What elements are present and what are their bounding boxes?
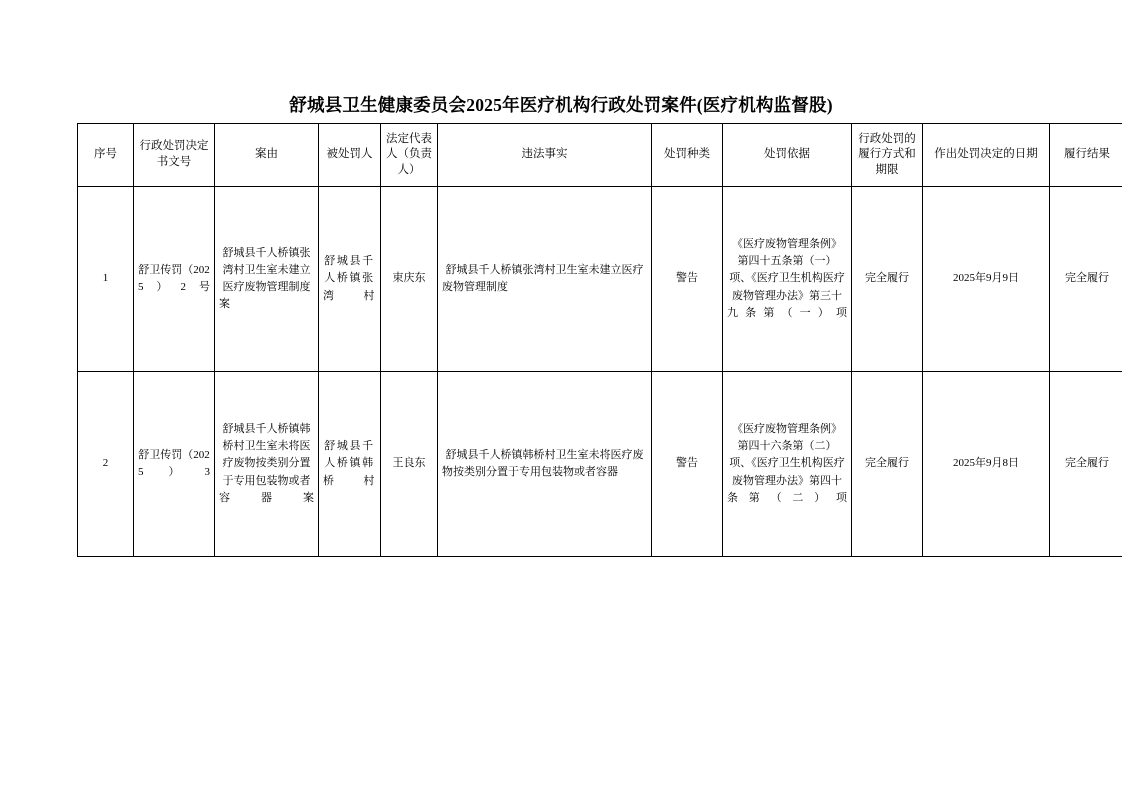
table-row: [78, 187, 1122, 372]
cell-legal-basis: 《医疗废物管理条例》第四十六条第（二）项、《医疗卫生机构医疗废物管理办法》第四十条第（二）项: [723, 372, 852, 557]
cell-result: 完全履行: [1050, 187, 1122, 372]
table-header: [78, 124, 1122, 187]
cell-execution: 完全履行: [852, 372, 923, 557]
cell-index: 1: [78, 187, 134, 372]
column-header-legal-rep: 法定代表人（负责人）: [381, 124, 438, 187]
column-header-index: 序号: [78, 124, 134, 187]
cell-result: 完全履行: [1050, 372, 1122, 557]
table-row: [78, 372, 1122, 557]
column-header-doc-no: 行政处罚决定书文号: [134, 124, 215, 187]
column-header-result: 履行结果: [1050, 124, 1122, 187]
table-body: [78, 187, 1122, 557]
cell-punished-party: 舒城县千人桥镇张湾村: [319, 187, 381, 372]
column-header-execution: 行政处罚的履行方式和期限: [852, 124, 923, 187]
cell-legal-rep: 束庆东: [381, 187, 438, 372]
administrative-penalty-table: [77, 123, 1122, 557]
column-header-facts: 违法事实: [438, 124, 652, 187]
column-header-case-reason: 案由: [215, 124, 319, 187]
cell-facts: 舒城县千人桥镇韩桥村卫生室未将医疗废物按类别分置于专用包装物或者容器: [438, 372, 652, 557]
column-header-punished-party: 被处罚人: [319, 124, 381, 187]
cell-doc-no: 舒卫传罚（2025）3: [134, 372, 215, 557]
cell-decision-date: 2025年9月9日: [923, 187, 1050, 372]
column-header-punishment-type: 处罚种类: [652, 124, 723, 187]
cell-case-reason: 舒城县千人桥镇张湾村卫生室未建立医疗废物管理制度案: [215, 187, 319, 372]
page-title: 舒城县卫生健康委员会2025年医疗机构行政处罚案件(医疗机构监督股): [289, 95, 833, 115]
cell-legal-basis: 《医疗废物管理条例》第四十五条第（一）项、《医疗卫生机构医疗废物管理办法》第三十九条第（一）项: [723, 187, 852, 372]
cell-decision-date: 2025年9月8日: [923, 372, 1050, 557]
cell-legal-rep: 王良东: [381, 372, 438, 557]
table-header-row: [78, 124, 1122, 187]
cell-index: 2: [78, 372, 134, 557]
cell-punishment-type: 警告: [652, 187, 723, 372]
column-header-legal-basis: 处罚依据: [723, 124, 852, 187]
cell-punished-party: 舒城县千人桥镇韩桥村: [319, 372, 381, 557]
cell-doc-no: 舒卫传罚（2025）2号: [134, 187, 215, 372]
cell-case-reason: 舒城县千人桥镇韩桥村卫生室未将医疗废物按类别分置于专用包装物或者容器案: [215, 372, 319, 557]
cell-punishment-type: 警告: [652, 372, 723, 557]
cell-execution: 完全履行: [852, 187, 923, 372]
cell-facts: 舒城县千人桥镇张湾村卫生室未建立医疗废物管理制度: [438, 187, 652, 372]
column-header-decision-date: 作出处罚决定的日期: [923, 124, 1050, 187]
